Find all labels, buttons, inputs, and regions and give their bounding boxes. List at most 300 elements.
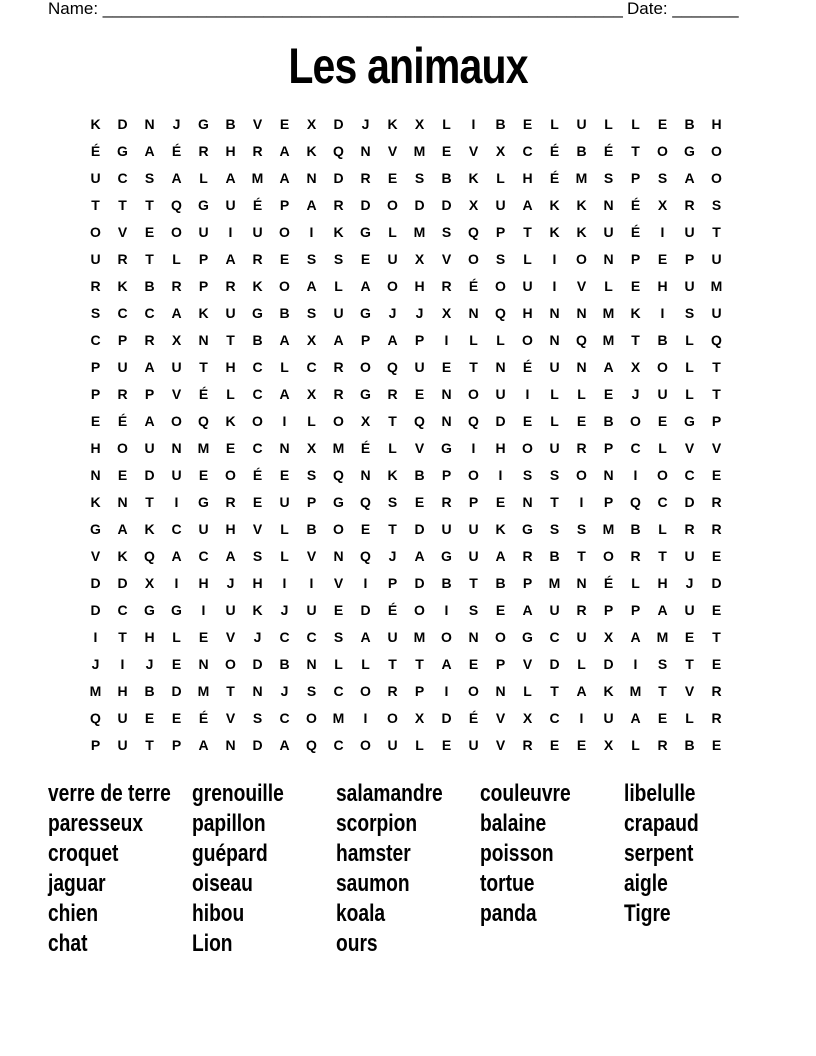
grid-cell[interactable]: M bbox=[197, 439, 210, 456]
grid-cell[interactable]: R bbox=[684, 196, 695, 213]
grid-cell[interactable]: S bbox=[603, 169, 614, 186]
grid-cell[interactable]: S bbox=[387, 493, 398, 510]
grid-cell[interactable]: E bbox=[441, 736, 452, 753]
grid-cell[interactable]: D bbox=[144, 466, 155, 483]
grid-cell[interactable]: B bbox=[495, 115, 506, 132]
grid-cell[interactable]: H bbox=[117, 682, 128, 699]
grid-cell[interactable]: A bbox=[495, 547, 506, 564]
grid-cell[interactable]: K bbox=[468, 169, 479, 186]
grid-cell[interactable]: H bbox=[711, 115, 722, 132]
grid-cell[interactable]: O bbox=[306, 709, 317, 726]
grid-cell[interactable]: M bbox=[710, 277, 723, 294]
grid-cell[interactable]: Q bbox=[495, 304, 506, 321]
grid-cell[interactable]: N bbox=[117, 493, 128, 510]
grid-cell[interactable]: O bbox=[522, 439, 533, 456]
grid-cell[interactable]: M bbox=[413, 628, 426, 645]
grid-cell[interactable]: C bbox=[279, 709, 290, 726]
grid-cell[interactable]: E bbox=[387, 169, 398, 186]
grid-cell[interactable]: K bbox=[90, 493, 101, 510]
grid-cell[interactable]: T bbox=[712, 628, 721, 645]
grid-cell[interactable]: X bbox=[306, 439, 317, 456]
grid-cell[interactable]: O bbox=[360, 736, 371, 753]
grid-cell[interactable]: X bbox=[495, 142, 506, 159]
grid-cell[interactable]: E bbox=[549, 736, 560, 753]
grid-cell[interactable]: R bbox=[252, 250, 263, 267]
grid-cell[interactable]: G bbox=[198, 196, 209, 213]
grid-cell[interactable]: I bbox=[93, 628, 98, 645]
grid-cell[interactable]: T bbox=[145, 196, 154, 213]
grid-cell[interactable]: P bbox=[387, 574, 398, 591]
grid-cell[interactable]: P bbox=[198, 277, 209, 294]
grid-cell[interactable]: B bbox=[684, 736, 695, 753]
grid-cell[interactable]: A bbox=[333, 331, 344, 348]
grid-cell[interactable]: N bbox=[468, 304, 479, 321]
grid-cell[interactable]: R bbox=[522, 736, 533, 753]
grid-cell[interactable]: O bbox=[657, 142, 668, 159]
grid-cell[interactable]: M bbox=[89, 682, 102, 699]
grid-cell[interactable]: O bbox=[225, 655, 236, 672]
grid-cell[interactable]: É bbox=[468, 277, 479, 294]
grid-cell[interactable]: L bbox=[469, 331, 478, 348]
grid-cell[interactable]: C bbox=[549, 628, 560, 645]
grid-cell[interactable]: P bbox=[279, 196, 290, 213]
grid-cell[interactable]: L bbox=[631, 115, 640, 132]
grid-cell[interactable]: L bbox=[442, 115, 451, 132]
grid-cell[interactable]: E bbox=[360, 520, 371, 537]
grid-cell[interactable]: T bbox=[523, 223, 532, 240]
grid-cell[interactable]: L bbox=[523, 682, 532, 699]
grid-cell[interactable]: S bbox=[441, 223, 452, 240]
grid-cell[interactable]: K bbox=[252, 277, 263, 294]
grid-cell[interactable]: R bbox=[333, 196, 344, 213]
grid-cell[interactable]: N bbox=[198, 331, 209, 348]
grid-cell[interactable]: B bbox=[144, 682, 155, 699]
grid-cell[interactable]: I bbox=[552, 250, 557, 267]
grid-cell[interactable]: O bbox=[279, 277, 290, 294]
grid-cell[interactable]: T bbox=[712, 223, 721, 240]
grid-cell[interactable]: V bbox=[117, 223, 128, 240]
grid-cell[interactable]: T bbox=[388, 655, 397, 672]
grid-cell[interactable]: X bbox=[414, 709, 425, 726]
grid-cell[interactable]: É bbox=[387, 601, 398, 618]
grid-cell[interactable]: C bbox=[90, 331, 101, 348]
grid-cell[interactable]: H bbox=[144, 628, 155, 645]
grid-cell[interactable]: I bbox=[444, 682, 449, 699]
grid-cell[interactable]: É bbox=[549, 169, 560, 186]
grid-cell[interactable]: A bbox=[630, 709, 641, 726]
grid-cell[interactable]: K bbox=[576, 223, 587, 240]
grid-cell[interactable]: R bbox=[711, 493, 722, 510]
grid-cell[interactable]: E bbox=[468, 655, 479, 672]
grid-cell[interactable]: T bbox=[712, 385, 721, 402]
grid-cell[interactable]: I bbox=[282, 574, 287, 591]
grid-cell[interactable]: R bbox=[360, 169, 371, 186]
grid-cell[interactable]: U bbox=[603, 709, 614, 726]
grid-cell[interactable]: G bbox=[360, 385, 371, 402]
grid-cell[interactable]: I bbox=[363, 709, 368, 726]
grid-cell[interactable]: E bbox=[252, 493, 263, 510]
grid-cell[interactable]: R bbox=[441, 277, 452, 294]
grid-cell[interactable]: O bbox=[657, 466, 668, 483]
grid-cell[interactable]: Q bbox=[360, 493, 371, 510]
grid-cell[interactable]: V bbox=[576, 277, 587, 294]
grid-cell[interactable]: A bbox=[225, 250, 236, 267]
grid-cell[interactable]: U bbox=[468, 547, 479, 564]
grid-cell[interactable]: B bbox=[549, 547, 560, 564]
grid-cell[interactable]: E bbox=[198, 466, 209, 483]
grid-cell[interactable]: L bbox=[415, 736, 424, 753]
grid-cell[interactable]: R bbox=[252, 142, 263, 159]
grid-cell[interactable]: D bbox=[117, 115, 128, 132]
grid-cell[interactable]: C bbox=[549, 709, 560, 726]
grid-cell[interactable]: E bbox=[171, 655, 182, 672]
grid-cell[interactable]: Q bbox=[711, 331, 722, 348]
grid-cell[interactable]: I bbox=[363, 574, 368, 591]
grid-cell[interactable]: É bbox=[171, 142, 182, 159]
grid-cell[interactable]: P bbox=[603, 493, 614, 510]
grid-cell[interactable]: U bbox=[387, 736, 398, 753]
grid-cell[interactable]: O bbox=[495, 277, 506, 294]
grid-cell[interactable]: E bbox=[711, 547, 722, 564]
grid-cell[interactable]: U bbox=[387, 250, 398, 267]
grid-cell[interactable]: S bbox=[414, 169, 425, 186]
grid-cell[interactable]: U bbox=[117, 736, 128, 753]
grid-cell[interactable]: H bbox=[495, 439, 506, 456]
grid-cell[interactable]: V bbox=[711, 439, 722, 456]
grid-cell[interactable]: I bbox=[471, 115, 476, 132]
grid-cell[interactable]: A bbox=[279, 169, 290, 186]
grid-cell[interactable]: U bbox=[144, 439, 155, 456]
grid-cell[interactable]: P bbox=[495, 655, 506, 672]
grid-cell[interactable]: D bbox=[495, 412, 506, 429]
grid-cell[interactable]: L bbox=[685, 709, 694, 726]
grid-cell[interactable]: É bbox=[117, 412, 128, 429]
grid-cell[interactable]: K bbox=[387, 466, 398, 483]
grid-cell[interactable]: R bbox=[684, 520, 695, 537]
grid-cell[interactable]: K bbox=[495, 520, 506, 537]
grid-cell[interactable]: N bbox=[171, 439, 182, 456]
grid-cell[interactable]: T bbox=[388, 520, 397, 537]
grid-cell[interactable]: O bbox=[711, 142, 722, 159]
grid-cell[interactable]: D bbox=[117, 574, 128, 591]
grid-cell[interactable]: T bbox=[685, 655, 694, 672]
grid-cell[interactable]: D bbox=[333, 115, 344, 132]
grid-cell[interactable]: N bbox=[441, 412, 452, 429]
grid-cell[interactable]: D bbox=[360, 601, 371, 618]
grid-cell[interactable]: H bbox=[252, 574, 263, 591]
grid-cell[interactable]: P bbox=[117, 331, 128, 348]
grid-cell[interactable]: R bbox=[441, 493, 452, 510]
grid-cell[interactable]: K bbox=[252, 601, 263, 618]
grid-cell[interactable]: G bbox=[522, 628, 533, 645]
grid-cell[interactable]: U bbox=[711, 304, 722, 321]
grid-cell[interactable]: A bbox=[657, 601, 668, 618]
grid-cell[interactable]: U bbox=[171, 358, 182, 375]
grid-cell[interactable]: D bbox=[414, 574, 425, 591]
grid-cell[interactable]: A bbox=[522, 601, 533, 618]
grid-cell[interactable]: E bbox=[198, 628, 209, 645]
grid-cell[interactable]: J bbox=[361, 115, 370, 132]
grid-cell[interactable]: R bbox=[522, 547, 533, 564]
grid-cell[interactable]: T bbox=[145, 493, 154, 510]
grid-cell[interactable]: I bbox=[471, 439, 476, 456]
grid-cell[interactable]: T bbox=[550, 493, 559, 510]
grid-cell[interactable]: B bbox=[603, 412, 614, 429]
grid-cell[interactable]: U bbox=[198, 520, 209, 537]
grid-cell[interactable]: C bbox=[522, 142, 533, 159]
grid-cell[interactable]: R bbox=[90, 277, 101, 294]
grid-cell[interactable]: U bbox=[225, 304, 236, 321]
grid-cell[interactable]: J bbox=[631, 385, 640, 402]
grid-cell[interactable]: D bbox=[603, 655, 614, 672]
grid-cell[interactable]: T bbox=[469, 574, 478, 591]
grid-cell[interactable]: M bbox=[197, 682, 210, 699]
grid-cell[interactable]: T bbox=[577, 547, 586, 564]
grid-cell[interactable]: R bbox=[333, 358, 344, 375]
grid-cell[interactable]: C bbox=[657, 493, 668, 510]
grid-cell[interactable]: O bbox=[630, 412, 641, 429]
grid-cell[interactable]: B bbox=[576, 142, 587, 159]
grid-cell[interactable]: D bbox=[252, 736, 263, 753]
grid-cell[interactable]: E bbox=[144, 709, 155, 726]
grid-cell[interactable]: G bbox=[198, 115, 209, 132]
grid-cell[interactable]: U bbox=[117, 709, 128, 726]
grid-cell[interactable]: U bbox=[279, 493, 290, 510]
grid-cell[interactable]: L bbox=[280, 547, 289, 564]
grid-cell[interactable]: V bbox=[495, 736, 506, 753]
grid-cell[interactable]: X bbox=[144, 574, 155, 591]
grid-cell[interactable]: E bbox=[603, 385, 614, 402]
grid-cell[interactable]: I bbox=[174, 493, 179, 510]
grid-cell[interactable]: L bbox=[496, 331, 505, 348]
grid-cell[interactable]: P bbox=[414, 682, 425, 699]
grid-cell[interactable]: N bbox=[603, 196, 614, 213]
grid-cell[interactable]: L bbox=[550, 115, 559, 132]
grid-cell[interactable]: I bbox=[660, 304, 665, 321]
grid-cell[interactable]: V bbox=[684, 682, 695, 699]
grid-cell[interactable]: N bbox=[306, 655, 317, 672]
grid-cell[interactable]: E bbox=[414, 493, 425, 510]
grid-cell[interactable]: P bbox=[414, 331, 425, 348]
grid-cell[interactable]: E bbox=[441, 142, 452, 159]
grid-cell[interactable]: H bbox=[657, 277, 668, 294]
grid-cell[interactable]: O bbox=[468, 682, 479, 699]
grid-cell[interactable]: V bbox=[252, 115, 263, 132]
grid-cell[interactable]: V bbox=[171, 385, 182, 402]
grid-cell[interactable]: A bbox=[630, 628, 641, 645]
grid-cell[interactable]: P bbox=[144, 385, 155, 402]
grid-cell[interactable]: S bbox=[90, 304, 101, 321]
grid-cell[interactable]: X bbox=[522, 709, 533, 726]
grid-cell[interactable]: C bbox=[117, 304, 128, 321]
grid-cell[interactable]: G bbox=[333, 493, 344, 510]
grid-cell[interactable]: T bbox=[226, 682, 235, 699]
grid-cell[interactable]: Q bbox=[414, 412, 425, 429]
grid-cell[interactable]: N bbox=[441, 385, 452, 402]
grid-cell[interactable]: L bbox=[658, 520, 667, 537]
grid-cell[interactable]: R bbox=[387, 385, 398, 402]
grid-cell[interactable]: V bbox=[90, 547, 101, 564]
grid-cell[interactable]: K bbox=[117, 277, 128, 294]
grid-cell[interactable]: O bbox=[360, 682, 371, 699]
grid-cell[interactable]: R bbox=[387, 682, 398, 699]
grid-cell[interactable]: D bbox=[90, 574, 101, 591]
grid-cell[interactable]: R bbox=[225, 277, 236, 294]
grid-cell[interactable]: H bbox=[522, 169, 533, 186]
grid-cell[interactable]: R bbox=[711, 520, 722, 537]
grid-cell[interactable]: O bbox=[225, 466, 236, 483]
grid-cell[interactable]: S bbox=[252, 709, 263, 726]
name-field[interactable]: Name: _______________________________________________________ bbox=[48, 0, 623, 18]
grid-cell[interactable]: S bbox=[549, 466, 560, 483]
grid-cell[interactable]: U bbox=[549, 439, 560, 456]
grid-cell[interactable]: V bbox=[522, 655, 533, 672]
grid-cell[interactable]: M bbox=[602, 304, 615, 321]
grid-cell[interactable]: B bbox=[144, 277, 155, 294]
grid-cell[interactable]: J bbox=[388, 547, 397, 564]
grid-cell[interactable]: A bbox=[198, 736, 209, 753]
grid-cell[interactable]: É bbox=[630, 196, 641, 213]
grid-cell[interactable]: T bbox=[658, 547, 667, 564]
grid-cell[interactable]: G bbox=[198, 493, 209, 510]
grid-cell[interactable]: E bbox=[657, 250, 668, 267]
grid-cell[interactable]: E bbox=[711, 655, 722, 672]
grid-cell[interactable]: D bbox=[90, 601, 101, 618]
grid-cell[interactable]: A bbox=[144, 358, 155, 375]
grid-cell[interactable]: J bbox=[226, 574, 235, 591]
grid-cell[interactable]: T bbox=[118, 196, 127, 213]
grid-cell[interactable]: O bbox=[387, 277, 398, 294]
grid-cell[interactable]: B bbox=[684, 115, 695, 132]
grid-cell[interactable]: H bbox=[225, 520, 236, 537]
grid-cell[interactable]: A bbox=[171, 169, 182, 186]
grid-cell[interactable]: U bbox=[90, 169, 101, 186]
grid-cell[interactable]: R bbox=[144, 331, 155, 348]
grid-cell[interactable]: O bbox=[657, 358, 668, 375]
grid-cell[interactable]: X bbox=[171, 331, 182, 348]
grid-cell[interactable]: B bbox=[495, 574, 506, 591]
grid-cell[interactable]: E bbox=[657, 115, 668, 132]
grid-cell[interactable]: P bbox=[90, 358, 101, 375]
grid-cell[interactable]: L bbox=[685, 358, 694, 375]
grid-cell[interactable]: L bbox=[199, 169, 208, 186]
grid-cell[interactable]: P bbox=[630, 250, 641, 267]
grid-cell[interactable]: U bbox=[171, 466, 182, 483]
grid-cell[interactable]: X bbox=[306, 385, 317, 402]
grid-cell[interactable]: V bbox=[684, 439, 695, 456]
grid-cell[interactable]: P bbox=[684, 250, 695, 267]
grid-cell[interactable]: M bbox=[602, 331, 615, 348]
grid-cell[interactable]: U bbox=[684, 223, 695, 240]
grid-cell[interactable]: P bbox=[711, 412, 722, 429]
grid-cell[interactable]: A bbox=[306, 196, 317, 213]
grid-cell[interactable]: P bbox=[90, 736, 101, 753]
grid-cell[interactable]: Q bbox=[198, 412, 209, 429]
grid-cell[interactable]: C bbox=[117, 601, 128, 618]
grid-cell[interactable]: A bbox=[225, 547, 236, 564]
grid-cell[interactable]: C bbox=[198, 547, 209, 564]
grid-cell[interactable]: S bbox=[468, 601, 479, 618]
grid-cell[interactable]: B bbox=[441, 169, 452, 186]
grid-cell[interactable]: A bbox=[684, 169, 695, 186]
grid-cell[interactable]: M bbox=[548, 574, 561, 591]
grid-cell[interactable]: C bbox=[252, 358, 263, 375]
grid-cell[interactable]: A bbox=[576, 682, 587, 699]
grid-cell[interactable]: I bbox=[282, 412, 287, 429]
grid-cell[interactable]: J bbox=[280, 682, 289, 699]
grid-cell[interactable]: M bbox=[602, 520, 615, 537]
grid-cell[interactable]: S bbox=[306, 250, 317, 267]
grid-cell[interactable]: A bbox=[603, 358, 614, 375]
grid-cell[interactable]: T bbox=[226, 331, 235, 348]
grid-cell[interactable]: X bbox=[306, 115, 317, 132]
grid-cell[interactable]: K bbox=[387, 115, 398, 132]
grid-cell[interactable]: X bbox=[603, 736, 614, 753]
grid-cell[interactable]: A bbox=[279, 736, 290, 753]
grid-cell[interactable]: É bbox=[90, 142, 101, 159]
grid-cell[interactable]: I bbox=[579, 493, 584, 510]
grid-cell[interactable]: C bbox=[630, 439, 641, 456]
grid-cell[interactable]: E bbox=[522, 115, 533, 132]
grid-cell[interactable]: D bbox=[360, 196, 371, 213]
grid-cell[interactable]: E bbox=[495, 601, 506, 618]
grid-cell[interactable]: X bbox=[468, 196, 479, 213]
grid-cell[interactable]: R bbox=[117, 250, 128, 267]
grid-cell[interactable]: T bbox=[631, 331, 640, 348]
grid-cell[interactable]: E bbox=[522, 412, 533, 429]
grid-cell[interactable]: J bbox=[145, 655, 154, 672]
grid-cell[interactable]: Q bbox=[90, 709, 101, 726]
grid-cell[interactable]: T bbox=[469, 358, 478, 375]
grid-cell[interactable]: J bbox=[91, 655, 100, 672]
grid-cell[interactable]: G bbox=[522, 520, 533, 537]
grid-cell[interactable]: A bbox=[414, 547, 425, 564]
grid-cell[interactable]: P bbox=[198, 250, 209, 267]
grid-cell[interactable]: B bbox=[225, 115, 236, 132]
grid-cell[interactable]: V bbox=[414, 439, 425, 456]
grid-cell[interactable]: D bbox=[171, 682, 182, 699]
grid-cell[interactable]: G bbox=[684, 412, 695, 429]
grid-cell[interactable]: A bbox=[441, 655, 452, 672]
grid-cell[interactable]: R bbox=[657, 736, 668, 753]
grid-cell[interactable]: I bbox=[498, 466, 503, 483]
grid-cell[interactable]: L bbox=[361, 655, 370, 672]
grid-cell[interactable]: B bbox=[279, 304, 290, 321]
grid-cell[interactable]: L bbox=[280, 358, 289, 375]
grid-cell[interactable]: L bbox=[172, 628, 181, 645]
grid-cell[interactable]: N bbox=[90, 466, 101, 483]
grid-cell[interactable]: V bbox=[306, 547, 317, 564]
grid-cell[interactable]: R bbox=[225, 493, 236, 510]
grid-cell[interactable]: L bbox=[550, 412, 559, 429]
grid-cell[interactable]: M bbox=[413, 223, 426, 240]
grid-cell[interactable]: B bbox=[441, 574, 452, 591]
grid-cell[interactable]: S bbox=[711, 196, 722, 213]
grid-cell[interactable]: J bbox=[388, 304, 397, 321]
grid-cell[interactable]: L bbox=[388, 223, 397, 240]
grid-cell[interactable]: R bbox=[117, 385, 128, 402]
grid-cell[interactable]: G bbox=[360, 304, 371, 321]
grid-cell[interactable]: S bbox=[306, 682, 317, 699]
grid-cell[interactable]: M bbox=[575, 169, 588, 186]
grid-cell[interactable]: H bbox=[90, 439, 101, 456]
grid-cell[interactable]: P bbox=[603, 439, 614, 456]
grid-cell[interactable]: U bbox=[684, 277, 695, 294]
grid-cell[interactable]: O bbox=[576, 250, 587, 267]
grid-cell[interactable]: U bbox=[225, 196, 236, 213]
grid-cell[interactable]: Q bbox=[306, 736, 317, 753]
grid-cell[interactable]: X bbox=[414, 250, 425, 267]
